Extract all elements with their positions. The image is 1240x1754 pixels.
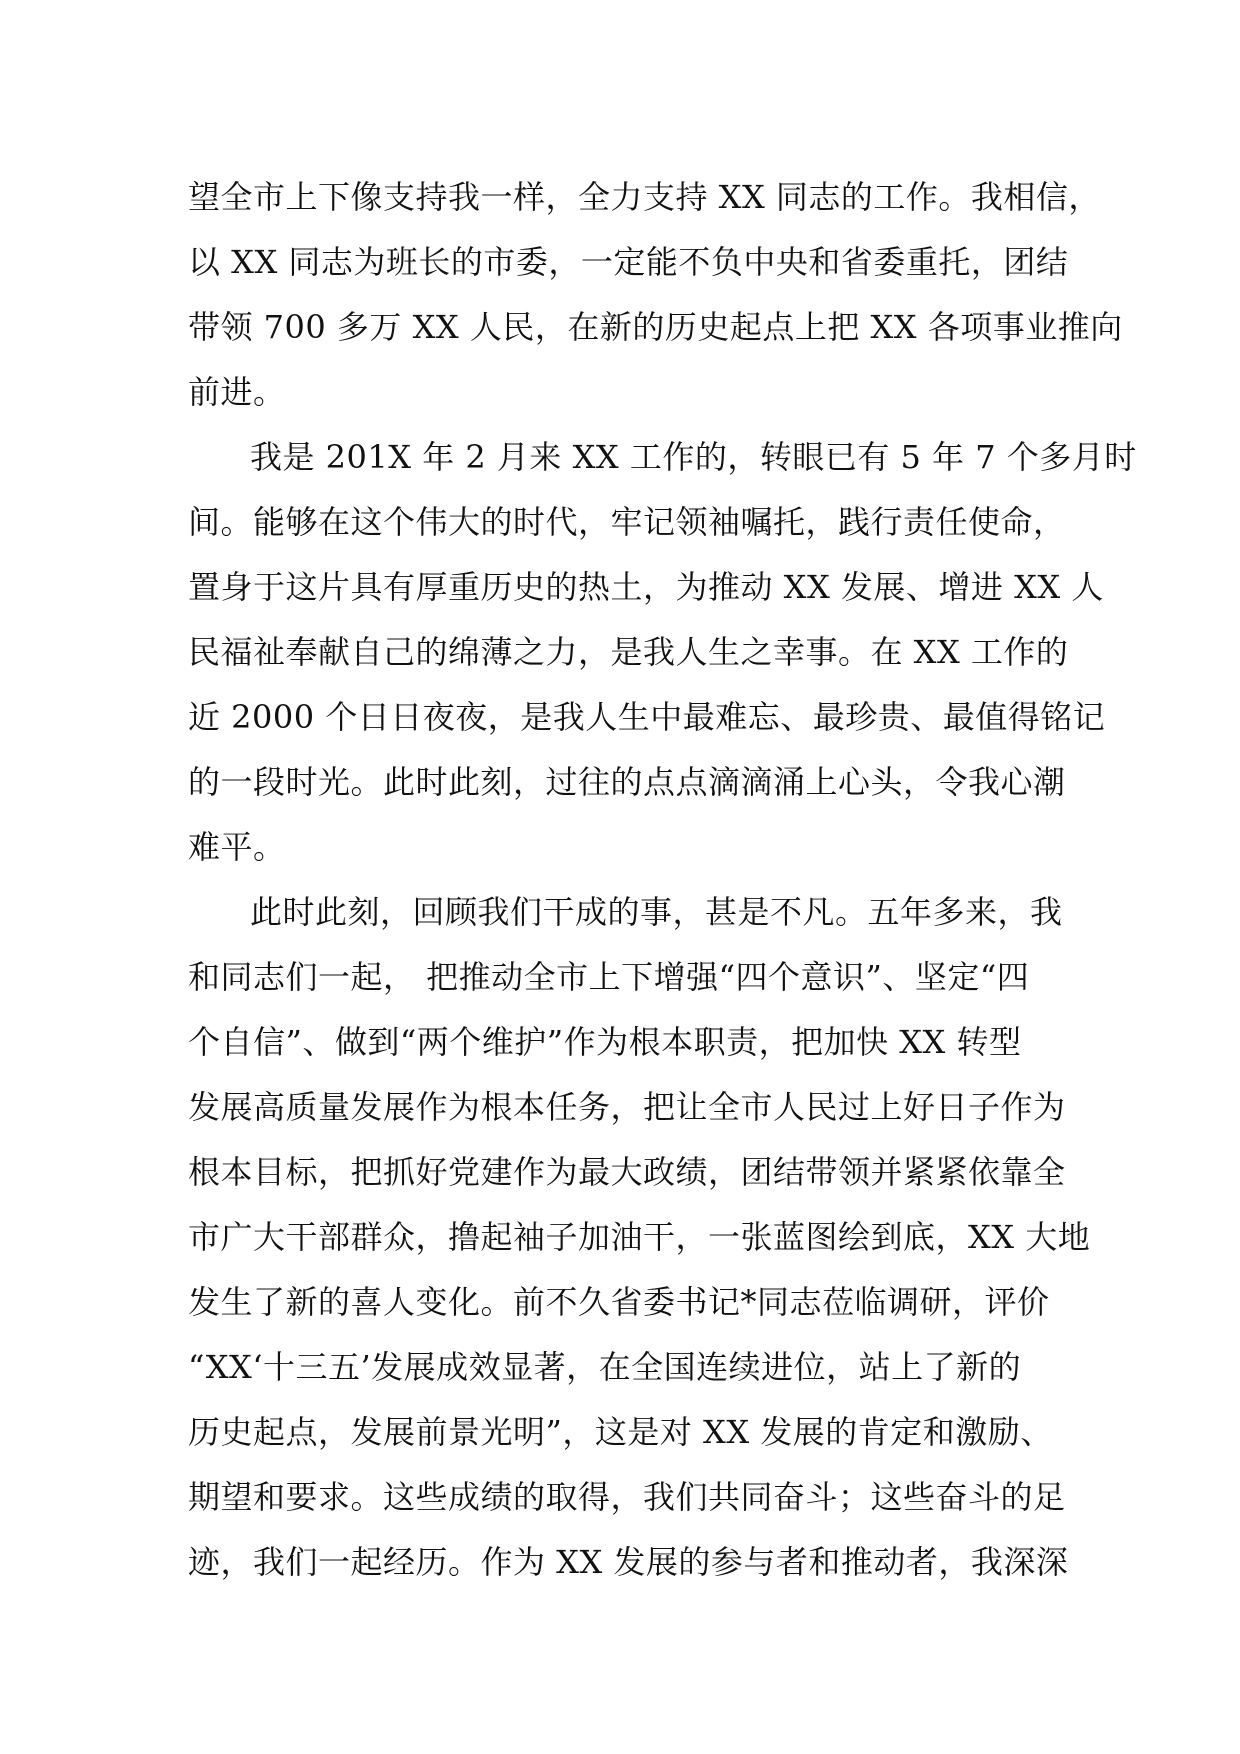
text-line: 和同志们一起， 把推动全市上下增强“四个意识”、坚定“四 — [188, 958, 1030, 996]
text-line: 的一段时光。此时此刻，过往的点点滴滴涌上心头，令我心潮 — [188, 763, 1066, 801]
text-line: 带领 700 多万 XX 人民，在新的历史起点上把 XX 各项事业推向 — [188, 308, 1123, 346]
text-line: 根本目标，把抓好党建作为最大政绩，团结带领并紧紧依靠全 — [188, 1153, 1066, 1191]
paragraph-start-line: 此时此刻，回顾我们干成的事，甚是不凡。五年多来，我 — [250, 893, 1063, 931]
text-line: 历史起点，发展前景光明”，这是对 XX 发展的肯定和激励、 — [188, 1413, 1053, 1451]
paragraph-start-line: 我是 201X 年 2 月来 XX 工作的，转眼已有 5 年 7 个多月时 — [250, 438, 1137, 476]
text-line: 市广大干部群众，撸起袖子加油干，一张蓝图绘到底，XX 大地 — [188, 1218, 1091, 1256]
text-line: 发展高质量发展作为根本任务，把让全市人民过上好日子作为 — [188, 1088, 1066, 1126]
text-line: 前进。 — [188, 373, 286, 411]
text-line: “XX‘十三五’发展成效显著，在全国连续进位，站上了新的 — [188, 1348, 1022, 1386]
text-line: 间。能够在这个伟大的时代，牢记领袖嘱托，践行责任使命， — [188, 503, 1066, 541]
text-line: 发生了新的喜人变化。前不久省委书记*同志莅临调研，评价 — [188, 1283, 1050, 1321]
text-line: 以 XX 同志为班长的市委，一定能不负中央和省委重托，团结 — [188, 243, 1069, 281]
text-line: 近 2000 个日日夜夜，是我人生中最难忘、最珍贵、最值得铭记 — [188, 698, 1106, 736]
text-line: 个自信”、做到“两个维护”作为根本职责，把加快 XX 转型 — [188, 1023, 1022, 1061]
text-line: 置身于这片具有厚重历史的热土，为推动 XX 发展、增进 XX 人 — [188, 568, 1104, 606]
text-line: 民福祉奉献自己的绵薄之力，是我人生之幸事。在 XX 工作的 — [188, 633, 1069, 671]
text-line: 迹，我们一起经历。作为 XX 发展的参与者和推动者，我深深 — [188, 1543, 1069, 1581]
text-line: 期望和要求。这些成绩的取得，我们共同奋斗；这些奋斗的足 — [188, 1478, 1066, 1516]
text-line: 难平。 — [188, 828, 286, 866]
body-text — [188, 165, 1137, 1595]
text-line: 望全市上下像支持我一样，全力支持 XX 同志的工作。我相信， — [188, 178, 1101, 216]
